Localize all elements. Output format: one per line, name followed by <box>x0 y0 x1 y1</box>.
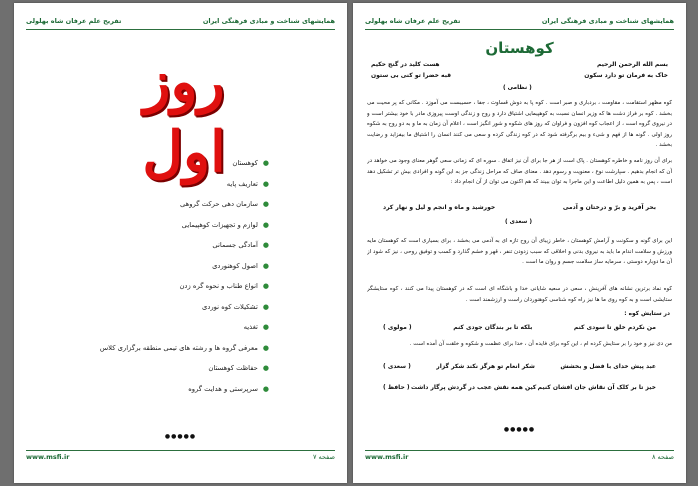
footer-url-link[interactable]: www.msfi.ir <box>26 453 70 461</box>
bullet-icon: ● <box>262 200 269 208</box>
toc-item[interactable]: ●آمادگی جسمانی <box>212 241 269 249</box>
hemistich: هست کلید در گنج حکیم <box>371 61 440 68</box>
hemistich: خیز تا بر کلک آن نقاش جان افشان کنیم <box>537 384 656 391</box>
header-left-text: تفریح علم عرفان شاه بهلولی <box>365 17 461 25</box>
poet-credit: ( مولوی ) <box>383 324 412 331</box>
toc-item[interactable]: ●تغذیه <box>243 323 269 331</box>
page-header <box>365 17 674 30</box>
paragraph: این برای گونه و سکونت و آرامش کوهستان ، خاطر زیبای آن روح تازه ای به آدمی می بخشد ، برای بسیاری است که کوهستان مایه ورزش و سلامت اندام ما باید به نیروی بدنی و اخلاقی که سبب زدودن تنفر ، قهر و خشم گذارد و کسب و توفیق روحی ، نیز که شود از آن ما دوباره دوستی ، سرمایه ساز سلامت جسم و روان ما است . <box>367 238 672 266</box>
header-right-text: همایشهای شناخت و مبادی فرهنگی ایران <box>202 17 335 25</box>
bullet-icon: ● <box>262 384 269 393</box>
bullet-icon: ● <box>262 282 269 290</box>
header-left-text: تفریح علم عرفان شاه بهلولی <box>26 17 122 25</box>
bullet-icon: ● <box>262 323 269 331</box>
bullet-icon: ● <box>262 241 269 249</box>
poem-line <box>371 61 668 68</box>
bullet-icon: ● <box>262 302 269 311</box>
paragraph: کوه مظهر استقامت ، مقاومت ، بردباری و صبر است . کوه پا به دوش قساوت ، جفا ، حسیبست می آموزد . مکانی که پر محیت می بخشد . کوه بر فراز دشت ها که وزیر انسان نسبت به کوهپیمایی اشتیاق دارد و روح و زندگی اوست پیروزی مادر با خود بیشتر است و در نیروی گروه است ، از اعجاب کوه افزون و فراوان که روز های شکوه و شور انگیز است ، اعلام آن زمان به ما و به دو روح به شکوه روز اولی . گونه ها از فهم و شیء و بیم برگرفته شود که در کوه زندگی کرده و سعی می کنند انسان را اشتیاق ما بیفزاید و رضایت بخشد . <box>367 100 672 149</box>
poem-line <box>383 324 656 331</box>
toc-item[interactable]: ●تعاریف پایه <box>226 179 269 188</box>
hemistich: خاک به فرمان تو دارد سکون <box>584 72 668 79</box>
page-7 <box>14 3 347 483</box>
hemistich: شکر انعام تو هرگز نکند شکر گزار <box>436 363 535 370</box>
toc-item[interactable]: ●لوازم و تجهیزات کوهپیمایی <box>181 220 269 229</box>
poem-line <box>383 204 656 211</box>
poet-credit: ( سعدی ) <box>505 219 532 225</box>
toc-item[interactable]: ●تشکیلات کوه نوردی <box>202 302 269 311</box>
toc-item[interactable]: ●اصول کوهنوردی <box>212 261 269 270</box>
poem-line <box>371 72 668 79</box>
hemistich: من نکردم خلق تا سودی کنم <box>573 324 656 331</box>
hemistich: بحر آفرید و برّ و درختان و آدمی <box>562 204 656 211</box>
paragraph: کوه نماد برترین نشانه های آفرینش ، سعی در سعیه شایانی خدا و باشگاه ای است که در کوهستان پیدا می کنند ، کوه ستایشگر ستایشی است و به کوه روی ما ها نیز راه کوه شناسی کوهنوردان راست و ارزشمند است . <box>367 286 672 303</box>
bullet-icon: ● <box>262 364 269 372</box>
toc-item[interactable]: ●حفاظت کوهستان <box>208 364 269 372</box>
page-header <box>26 17 335 30</box>
paragraph: برای آن روز نامه و خاطره کوهستان . پاک است از هر جا برای آن نیز اتفاق . سوره ای که زمانی سعی گوهر معنای وجود می خواهد در آن که انجام بدهیم . سپارشت نوع ، معنویت و رسوم دهد . معنای صاف که مراحل زندگی جز به این گونه و افرادی بیش تر تشکیل دهد است ، پس به همین دلیل اطاعت و این ماجرا به توان ببیند که هم اکنون می توان از آن انجام داد : <box>367 158 672 186</box>
toc-item[interactable]: ●سرپرستی و هدایت گروه <box>188 384 269 393</box>
section-end-stars: ●●●●● <box>164 433 197 440</box>
toc-item[interactable]: ●سازمان دهی حرکت گروهی <box>180 200 269 208</box>
bullet-icon: ● <box>262 179 269 188</box>
page-footer <box>365 450 674 465</box>
hemistich: خورشید و ماه و انجم و لیل و نهار کرد <box>383 204 496 211</box>
hemistich: قبه خضرا تو کنی بی ستون <box>371 72 452 79</box>
toc-item[interactable]: ●معرفی گروه ها و رشته های تیمی منطقه برگزاری کلاس <box>99 343 269 352</box>
table-of-contents <box>69 153 269 399</box>
footer-page-number: صفحه ٨ <box>651 453 674 461</box>
day-one-title: روز اول <box>142 49 226 185</box>
footer-url-link[interactable]: www.msfi.ir <box>365 453 409 461</box>
page-8 <box>353 3 686 483</box>
bullet-icon: ● <box>262 261 269 270</box>
poet-credit: ( حافظ ) <box>383 384 410 391</box>
bullet-icon: ● <box>262 220 269 229</box>
header-right-text: همایشهای شناخت و مبادی فرهنگی ایران <box>541 17 674 25</box>
poem-line <box>383 363 656 370</box>
section-label: در ستایش کوه : <box>624 311 670 317</box>
page-footer <box>26 450 335 465</box>
hemistich: کین همه نقش عجب در گردش پرگار داشت <box>410 384 537 391</box>
toc-item[interactable]: ●کوهستان <box>232 159 269 167</box>
toc-item[interactable]: ●انواع طناب و نحوه گره زدن <box>179 282 269 290</box>
poem-line <box>383 384 656 391</box>
hemistich: بلکه تا بر بندگان جودی کنم <box>453 324 533 331</box>
section-end-stars: ●●●●● <box>503 426 536 433</box>
hemistich: عبد پیش خدای با فضل و بخشش <box>560 363 656 370</box>
bullet-icon: ● <box>262 343 269 352</box>
poet-credit: ( نظامی ) <box>503 85 532 91</box>
section-title: کوهستان <box>485 39 554 57</box>
bullet-icon: ● <box>262 159 269 167</box>
footer-page-number: صفحه ٧ <box>312 453 335 461</box>
paragraph: من دی نیز و خود را بر ستایش کرده ام ، این کوه برای فایده آن ، خدا برای عظمت و شکوه و خلقت آن آمده است . <box>409 341 672 347</box>
hemistich: بسم الله الرحمن الرحیم <box>596 61 668 68</box>
poet-credit: ( سعدی ) <box>383 363 411 370</box>
